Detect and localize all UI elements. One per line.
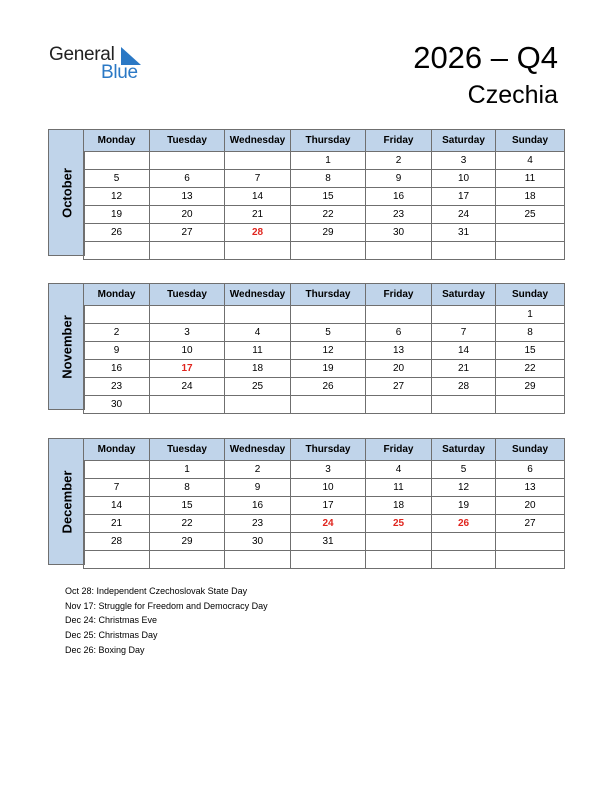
day-cell: 15 (150, 497, 225, 515)
weekday-header: Saturday (432, 439, 496, 461)
day-cell: 30 (225, 533, 291, 551)
day-cell: 31 (291, 533, 366, 551)
day-cell: 14 (225, 188, 291, 206)
day-cell: 30 (366, 224, 432, 242)
day-cell: 15 (291, 188, 366, 206)
calendar-table (83, 283, 565, 414)
empty-day-cell (366, 306, 432, 324)
day-cell: 31 (432, 224, 496, 242)
day-cell: 17 (291, 497, 366, 515)
holiday-note: Nov 17: Struggle for Freedom and Democracy Day (65, 600, 268, 611)
day-cell: 5 (84, 170, 150, 188)
weekday-header: Friday (366, 439, 432, 461)
day-cell: 27 (150, 224, 225, 242)
day-cell: 24 (291, 515, 366, 533)
day-cell: 28 (432, 378, 496, 396)
weekday-header: Wednesday (225, 130, 291, 152)
day-cell: 13 (150, 188, 225, 206)
day-cell: 14 (84, 497, 150, 515)
day-cell: 17 (432, 188, 496, 206)
weekday-header-row (84, 130, 565, 152)
day-cell: 16 (366, 188, 432, 206)
empty-day-cell (496, 551, 565, 569)
weekday-header: Tuesday (150, 439, 225, 461)
day-cell: 6 (366, 324, 432, 342)
week-row (84, 342, 565, 360)
day-cell: 10 (432, 170, 496, 188)
empty-day-cell (150, 152, 225, 170)
holiday-note: Dec 24: Christmas Eve (65, 615, 158, 626)
month-label-box (48, 283, 85, 410)
week-row (84, 533, 565, 551)
day-cell: 23 (225, 515, 291, 533)
week-row (84, 152, 565, 170)
day-cell: 16 (225, 497, 291, 515)
week-row (84, 515, 565, 533)
empty-day-cell (496, 224, 565, 242)
empty-day-cell (225, 551, 291, 569)
empty-day-cell (366, 242, 432, 260)
month-december (48, 438, 564, 565)
day-cell: 8 (496, 324, 565, 342)
day-cell: 29 (291, 224, 366, 242)
week-row (84, 242, 565, 260)
day-cell: 3 (432, 152, 496, 170)
day-cell: 20 (496, 497, 565, 515)
day-cell: 12 (432, 479, 496, 497)
weekday-header: Friday (366, 130, 432, 152)
weekday-header: Wednesday (225, 284, 291, 306)
empty-day-cell (432, 396, 496, 414)
day-cell: 25 (225, 378, 291, 396)
day-cell: 3 (150, 324, 225, 342)
holiday-notes (65, 584, 268, 658)
day-cell: 25 (496, 206, 565, 224)
weekday-header-row (84, 284, 565, 306)
week-row (84, 551, 565, 569)
day-cell: 26 (432, 515, 496, 533)
day-cell: 7 (84, 479, 150, 497)
week-row (84, 378, 565, 396)
empty-day-cell (366, 533, 432, 551)
day-cell: 9 (225, 479, 291, 497)
empty-day-cell (84, 152, 150, 170)
weekday-header: Thursday (291, 284, 366, 306)
day-cell: 9 (84, 342, 150, 360)
day-cell: 9 (366, 170, 432, 188)
week-row (84, 396, 565, 414)
day-cell: 29 (496, 378, 565, 396)
day-cell: 23 (84, 378, 150, 396)
empty-day-cell (291, 396, 366, 414)
month-november (48, 283, 564, 410)
day-cell: 29 (150, 533, 225, 551)
day-cell: 11 (366, 479, 432, 497)
empty-day-cell (150, 396, 225, 414)
holiday-note: Dec 26: Boxing Day (65, 644, 145, 655)
logo-text-general: General (49, 44, 115, 65)
week-row (84, 224, 565, 242)
empty-day-cell (84, 306, 150, 324)
empty-day-cell (84, 551, 150, 569)
day-cell: 24 (432, 206, 496, 224)
day-cell: 12 (84, 188, 150, 206)
calendar-table (83, 438, 565, 569)
day-cell: 18 (366, 497, 432, 515)
weekday-header: Thursday (291, 439, 366, 461)
weekday-header: Tuesday (150, 130, 225, 152)
empty-day-cell (84, 242, 150, 260)
day-cell: 7 (432, 324, 496, 342)
day-cell: 11 (496, 170, 565, 188)
day-cell: 19 (291, 360, 366, 378)
empty-day-cell (496, 242, 565, 260)
day-cell: 18 (225, 360, 291, 378)
day-cell: 27 (496, 515, 565, 533)
empty-day-cell (291, 551, 366, 569)
month-label: October (59, 167, 74, 218)
day-cell: 21 (432, 360, 496, 378)
week-row (84, 188, 565, 206)
empty-day-cell (291, 306, 366, 324)
empty-day-cell (225, 396, 291, 414)
day-cell: 2 (366, 152, 432, 170)
day-cell: 24 (150, 378, 225, 396)
weekday-header: Thursday (291, 130, 366, 152)
day-cell: 2 (84, 324, 150, 342)
day-cell: 26 (84, 224, 150, 242)
week-row (84, 170, 565, 188)
holiday-note: Oct 28: Independent Czechoslovak State Day (65, 586, 248, 596)
day-cell: 2 (225, 461, 291, 479)
day-cell: 8 (291, 170, 366, 188)
empty-day-cell (225, 152, 291, 170)
day-cell: 4 (225, 324, 291, 342)
weekday-header-row (84, 439, 565, 461)
day-cell: 22 (291, 206, 366, 224)
empty-day-cell (225, 242, 291, 260)
month-label: December (59, 470, 74, 533)
day-cell: 21 (225, 206, 291, 224)
day-cell: 7 (225, 170, 291, 188)
day-cell: 10 (291, 479, 366, 497)
day-cell: 4 (366, 461, 432, 479)
day-cell: 1 (291, 152, 366, 170)
month-label-box (48, 438, 85, 565)
day-cell: 5 (432, 461, 496, 479)
empty-day-cell (150, 306, 225, 324)
day-cell: 12 (291, 342, 366, 360)
day-cell: 16 (84, 360, 150, 378)
day-cell: 3 (291, 461, 366, 479)
logo-text-blue: Blue (101, 62, 138, 83)
empty-day-cell (496, 396, 565, 414)
month-october (48, 129, 564, 256)
weekday-header: Wednesday (225, 439, 291, 461)
day-cell: 5 (291, 324, 366, 342)
calendar-table (83, 129, 565, 260)
weekday-header: Saturday (432, 130, 496, 152)
week-row (84, 206, 565, 224)
day-cell: 26 (291, 378, 366, 396)
empty-day-cell (432, 306, 496, 324)
week-row (84, 306, 565, 324)
weekday-header: Monday (84, 284, 150, 306)
empty-day-cell (225, 306, 291, 324)
weekday-header: Sunday (496, 439, 565, 461)
day-cell: 22 (150, 515, 225, 533)
day-cell: 21 (84, 515, 150, 533)
day-cell: 1 (496, 306, 565, 324)
week-row (84, 497, 565, 515)
weekday-header: Sunday (496, 130, 565, 152)
week-row (84, 461, 565, 479)
empty-day-cell (291, 242, 366, 260)
weekday-header: Friday (366, 284, 432, 306)
day-cell: 28 (84, 533, 150, 551)
holiday-note: Dec 25: Christmas Day (65, 630, 158, 641)
country-name: Czechia (467, 81, 558, 109)
day-cell: 10 (150, 342, 225, 360)
empty-day-cell (432, 533, 496, 551)
logo (49, 44, 149, 84)
weekday-header: Monday (84, 130, 150, 152)
weekday-header: Sunday (496, 284, 565, 306)
empty-day-cell (432, 242, 496, 260)
day-cell: 6 (496, 461, 565, 479)
month-label-box (48, 129, 85, 256)
page-title: 2026 – Q4 (413, 40, 558, 75)
empty-day-cell (84, 461, 150, 479)
week-row (84, 324, 565, 342)
empty-day-cell (366, 551, 432, 569)
day-cell: 6 (150, 170, 225, 188)
day-cell: 28 (225, 224, 291, 242)
day-cell: 27 (366, 378, 432, 396)
empty-day-cell (366, 396, 432, 414)
day-cell: 23 (366, 206, 432, 224)
day-cell: 25 (366, 515, 432, 533)
empty-day-cell (150, 242, 225, 260)
day-cell: 22 (496, 360, 565, 378)
empty-day-cell (432, 551, 496, 569)
weekday-header: Saturday (432, 284, 496, 306)
day-cell: 14 (432, 342, 496, 360)
day-cell: 20 (150, 206, 225, 224)
day-cell: 19 (84, 206, 150, 224)
empty-day-cell (496, 533, 565, 551)
day-cell: 20 (366, 360, 432, 378)
day-cell: 19 (432, 497, 496, 515)
weekday-header: Monday (84, 439, 150, 461)
day-cell: 30 (84, 396, 150, 414)
day-cell: 1 (150, 461, 225, 479)
day-cell: 18 (496, 188, 565, 206)
week-row (84, 479, 565, 497)
empty-day-cell (150, 551, 225, 569)
day-cell: 17 (150, 360, 225, 378)
month-label: November (59, 314, 74, 379)
day-cell: 13 (366, 342, 432, 360)
day-cell: 8 (150, 479, 225, 497)
day-cell: 15 (496, 342, 565, 360)
day-cell: 11 (225, 342, 291, 360)
day-cell: 13 (496, 479, 565, 497)
day-cell: 4 (496, 152, 565, 170)
weekday-header: Tuesday (150, 284, 225, 306)
week-row (84, 360, 565, 378)
